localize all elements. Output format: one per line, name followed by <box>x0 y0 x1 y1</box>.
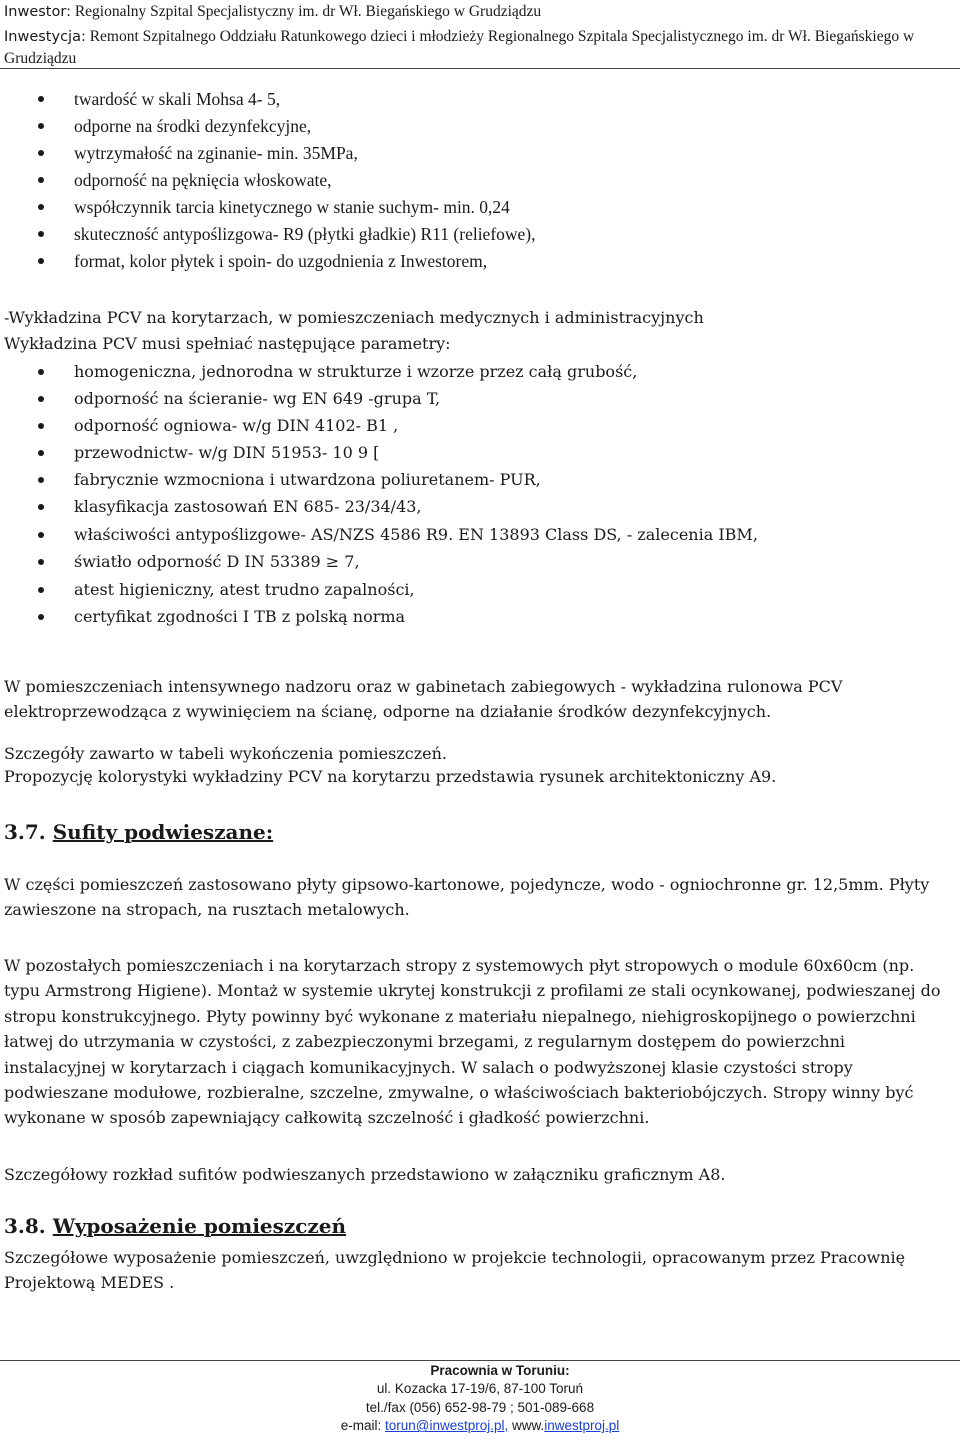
bullet-icon <box>38 614 44 620</box>
bullet-icon <box>38 96 44 102</box>
investor-line <box>4 1 541 23</box>
bullet-icon <box>38 396 44 402</box>
paragraph-ceiling-system: W pozostałych pomieszczeniach i na korytarzach stropy z systemowych płyt stropowych o module 60x60cm (np. typu Armstrong Higiene). Montaż w systemie ukrytej konstrukcji z profilami ze stali ocynkowanej, podwieszanej do stropu konstrukcyjnego. Płyty powinny być wykonane z materiału niepalnego, niehigroskopijnego o powierzchni łatwej do utrzymania w czystości, z zabezpieczonymi brzegami, z regularnym dostępem do powierzchni instalacyjnej w korytarzach i ciągach komunikacyjnych. W salach o podwyższonej klasie czystości stropy podwieszane modułowe, rozbieralne, szczelne, zmywalne, o właściwościach bakteriobójczych. Stropy winny być wykonane w sposób zapewniający całkowitą szczelność i gładkość powierzchni. <box>4 956 941 1128</box>
section-heading-3-7: 3.7. Sufity podwieszane: <box>4 820 274 844</box>
bullet-icon <box>38 477 44 483</box>
page-header <box>0 0 960 69</box>
section-heading-3-8: 3.8. Wyposażenie pomieszczeń <box>4 1214 347 1238</box>
investment-value: Remont Szpitalnego Oddziału Ratunkowego dzieci i młodzieży Regionalnego Szpitala Specjalistycznego im. dr Wł. Biegańskiego w Grudziądzu <box>4 28 915 67</box>
bullet-icon <box>38 532 44 538</box>
investment-label: Inwestycja: <box>4 29 86 45</box>
bullet-icon <box>38 559 44 565</box>
footer-contact: e-mail: torun@inwestproj.pl, www.inwestproj.pl <box>340 1418 620 1434</box>
bullet-icon <box>38 231 44 237</box>
pcv-intro: Wykładzina PCV musi spełniać następujące parametry: <box>4 334 451 353</box>
bullet-icon <box>38 450 44 456</box>
footer-address: ul. Kozacka 17-19/6, 87-100 Toruń <box>376 1381 584 1397</box>
page-footer <box>0 1360 960 1436</box>
bullet-icon <box>38 587 44 593</box>
bullet-icon <box>38 177 44 183</box>
investment-line <box>4 26 954 69</box>
bullet-icon <box>38 204 44 210</box>
paragraph-ceiling-gk: W części pomieszczeń zastosowano płyty gipsowo-kartonowe, pojedyncze, wodo - ogniochronne gr. 12,5mm. Płyty zawieszone na stropach, na rusztach metalowych. <box>4 875 930 920</box>
bullet-icon <box>38 423 44 429</box>
bullet-icon <box>38 504 44 510</box>
investor-value: Regionalny Szpital Specjalistyczny im. dr Wł. Biegańskiego w Grudziądzu <box>70 3 542 20</box>
email-link[interactable]: torun@inwestproj.pl, <box>384 1418 509 1434</box>
paragraph-color-proposal: Propozycję kolorystyki wykładziny PCV na korytarzu przedstawia rysunek architektoniczny A9. <box>4 767 777 786</box>
paragraph-ceiling-layout: Szczegółowy rozkład sufitów podwieszanych przedstawiono w załączniku graficznym A8. <box>4 1165 726 1184</box>
paragraph-details: Szczegóły zawarto w tabeli wykończenia pomieszczeń. <box>4 744 448 763</box>
bullet-icon <box>38 369 44 375</box>
paragraph-intensive-care: W pomieszczeniach intensywnego nadzoru oraz w gabinetach zabiegowych - wykładzina rulonowa PCV elektroprzewodząca z wywinięciem na ścianę, odporne na działanie środków dezynfekcyjnych. <box>4 677 843 722</box>
paragraph-equipment: Szczegółowe wyposażenie pomieszczeń, uwzględniono w projekcie technologii, opracowanym przez Pracownię Projektową MEDES . <box>4 1248 906 1293</box>
website-link[interactable]: inwestproj.pl <box>544 1418 620 1434</box>
bullet-icon <box>38 258 44 264</box>
investor-label: Inwestor: <box>4 4 71 20</box>
bullet-icon <box>38 150 44 156</box>
footer-phone: tel./fax (056) 652-98-79 ; 501-089-668 <box>365 1399 595 1415</box>
pcv-title: -Wykładzina PCV na korytarzach, w pomieszczeniach medycznych i administracyjnych <box>4 308 704 327</box>
bullet-icon <box>38 123 44 129</box>
footer-title: Pracownia w Toruniu: <box>430 1363 570 1378</box>
